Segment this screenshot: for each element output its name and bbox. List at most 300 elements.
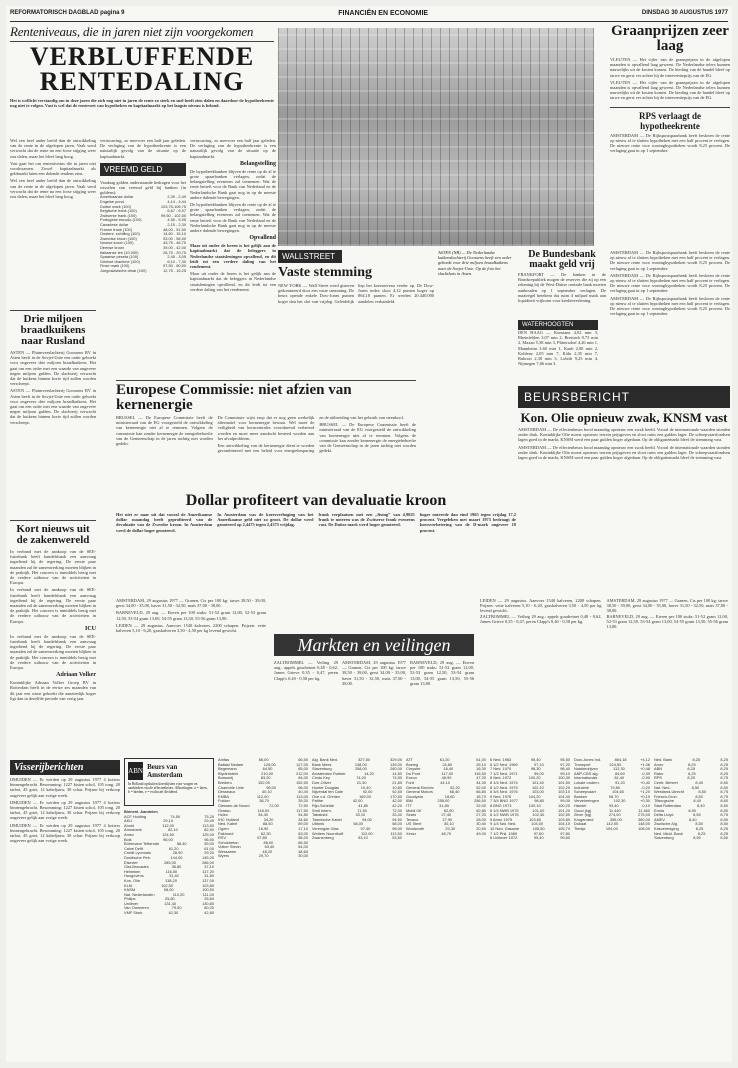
kort-nieuws-headline: Kort nieuws uit de zakenwereld — [16, 523, 90, 546]
table-cell-value: 8,25 — [695, 826, 704, 831]
table-cell-name: US Steel — [406, 822, 422, 827]
table-cell-value: 81,40 — [614, 776, 625, 781]
table-cell-value: 72,50 — [298, 803, 308, 808]
table-cell-value: 8,25 — [688, 762, 696, 767]
table-cell-value: 53,00 - 56,50 — [163, 236, 186, 241]
table-cell-value: 82,10 — [168, 828, 178, 833]
table-cell-value: 103,10 — [558, 790, 570, 795]
table-cell-value: 105,50 — [532, 826, 545, 831]
table-cell-value: 29,40 — [204, 819, 214, 824]
table-cell-name: RPS — [654, 776, 662, 781]
volker-signature: Adriaan Volker — [56, 672, 96, 679]
table-cell-value: 31,80 — [439, 803, 449, 808]
table-cell-name: 8 1/4 NWB 1975 — [490, 808, 519, 813]
table-cell-value: 112,00 — [162, 823, 174, 828]
table-cell-value: 98,00 — [163, 888, 174, 893]
table-cell-value: 101,00 — [532, 808, 545, 813]
table-cell-value: 100,20 — [558, 803, 570, 808]
kort-nieuws-text: In verband met de aankoop van de SEE-fusiebank heeft handelsbank een aanvraag ingediend bij de regering. De eerste paar maanden zal de samenwerking moeten blijken in de praktijk. Het concern is inmiddels bezig met de verdere uitbouw van de activiteiten in Europa. — [10, 549, 96, 586]
table-cell-value: 99,10 — [560, 771, 570, 776]
table-cell-name: AKU — [124, 819, 132, 824]
table-cell-value: 89,00 — [298, 822, 308, 827]
table-cell-name: Scheepvaart — [574, 790, 596, 795]
table-cell-name: Hunter Douglas — [312, 785, 340, 790]
table-cell-value: 82,90 — [204, 828, 214, 833]
table-cell-name: Ford — [406, 780, 414, 785]
table-cell-name: Hoogovens — [124, 874, 144, 879]
visserij-text-c: IJMUIDEN — Er werden op 29 augustus 1977 4 kotters binnengebracht. Besomming: 1227 kisten schol, 105 tong, 20 tarbot, 45 griet, 12 kabeljauw, 30 schar. Prijzen bij verkoop ongeveer gelijk aan vorige week. — [10, 822, 120, 844]
table-cell-name: Boeing — [406, 762, 419, 767]
table-cell-value: 111,00 — [202, 892, 214, 897]
dollar-text-1: Het niet er naar uit dat vooral de Amerikaanse dollar maandag heeft geprofiteerd van de devaluatie van de Zweedse kroon. In Amsterdam werd de dollar hoger genoteerd. — [116, 512, 213, 533]
table-cell-value: 8,50 — [691, 785, 700, 790]
table-cell-value: 74,00 — [356, 776, 366, 781]
visserij-text: IJMUIDEN — Er werden op 29 augustus 1977 4 kotters binnengebracht. Besomming: 1227 kisten schol, 105 tong, 20 tarbot, 45 griet, 12 kabeljauw, 30 schar. Prijzen bij verkoop ongeveer gelijk aan vorige week. — [10, 777, 120, 798]
table-cell-value: 116,50 — [165, 869, 178, 874]
table-cell-value: 104,10 — [558, 822, 570, 827]
graanprijzen-text: VLEUTEN — Het cijfer van de graanprijzen in de afgelopen maanden is opvallend laag geweest. De Nederlandse telers kunnen nauwelijks uit de kosten komen. De bieding van de handel bleef op tarwe en gerst ver achter bij de interventieprijs van de EG. — [610, 57, 730, 78]
table-cell-value: 36,80 — [171, 865, 182, 870]
table-cell-name: KNSM — [124, 888, 136, 893]
table-cell-value: 8,25 — [688, 771, 696, 776]
table-cell-value: 97,60 — [533, 831, 544, 836]
table-cell-name: Begemann — [218, 767, 237, 772]
table-cell-name: 7 1/2 Phil. 1969 — [490, 831, 518, 836]
dollar-text-3: frank verplaatsen met een „fixing” van 4,9025 frank te noteren was de Zwitserse frank eveneens vast. De Duitse mark werd hoger genoteerd. — [318, 512, 415, 528]
table-cell-value: 30,40 — [476, 822, 486, 827]
table-cell-value: 48,70 — [441, 831, 452, 836]
table-cell-value: 8,75 — [720, 794, 728, 799]
table-cell-name: IHC Holland — [218, 817, 239, 822]
markten-text-1c: AMSTERDAM, 29 augustus 1977 — Granen, Cts per 100 kg: tarwe 38,50 - 39,00, gerst 34,00 - 35,00, haver 31,50 - 32,50, maïs 37,00 - 38,00. — [606, 598, 728, 614]
table-cell-name: Amsterdam Rubber — [312, 771, 346, 776]
lead-headline-2: RENTEDALING — [39, 67, 245, 96]
table-cell-value: 8,25 — [720, 771, 728, 776]
markten-text-2: BARNEVELD, 29 aug. — Eieren per 100 stuks: 51-52 gram 12,00, 52-53 gram 12,50, 53-54 gram 13,00, 54-55 gram 13,50, 55-56 gram 13,80. — [116, 610, 266, 621]
table-cell-value: 8,25 — [720, 767, 728, 772]
table-cell-value: 8,50 — [688, 808, 696, 813]
table-cell-name: Tilburgsche — [654, 799, 674, 804]
beurs-column-7 — [654, 758, 728, 1060]
table-cell-name: Friesch-Gron. — [654, 794, 678, 799]
table-cell-value: 31,40 — [169, 874, 179, 879]
table-cell-name: Oostenr. schilling (100) — [100, 232, 140, 237]
table-cell-name: Wolters Noordhoff — [312, 831, 344, 836]
dollar-text-2: In Amsterdam was de koersverhoging van het Amerikaanse geld niet zo groot. De dollar werd genoteerd op 2,4475 tegen 2,4375 vrijdag. — [217, 512, 314, 528]
table-cell-value: 327,50 — [358, 758, 370, 762]
table-cell-value: 14,60 - 15,10 — [163, 232, 186, 237]
table-cell-name: Du Pont — [406, 771, 421, 776]
table-cell-name: IBM — [406, 799, 413, 804]
table-cell-value: 8,50 — [693, 836, 701, 841]
table-cell-value: 29,20 — [204, 851, 214, 856]
table-cell-value: 96,50 — [204, 837, 214, 842]
rps-text-d: AMSTERDAM — De Rijkspostspaarbank heeft besloten de rente op nieuw af te sluiten hypotheken met een half procent te verlagen. De nieuwe rente voor woninghypotheken wordt 8,25 procent. De verlaging gaat in op 1 september. — [610, 295, 730, 317]
kort-nieuws-text-c: In verband met de aankoop van de SEE-fusiebank heeft handelsbank een aanvraag ingediend bij de regering. De eerste paar maanden zal de samenwerking moeten blijken in de praktijk. Het concern is inmiddels bezig met de verdere uitbouw van de activiteiten in Europa. — [10, 633, 96, 671]
graanprijzen — [610, 24, 730, 246]
table-cell-value: 8,40 — [693, 799, 701, 804]
table-cell-name: Slavenburg — [654, 836, 674, 841]
table-cell-value: 44,10 — [440, 780, 450, 785]
table-cell-value: 329,00 — [390, 758, 402, 762]
table-cell-name: Portugese escudo (100) — [100, 218, 142, 223]
table-cell-value: 275,00 — [638, 813, 650, 818]
markten-text-4: ZALTBOMMEL — Veiling 29 aug.: appels goudreinet 0,48 - 0,62, James Grieve 0,35 - 0,47, peren Clapp's 0,40 - 0,58 per kg. — [274, 660, 338, 681]
table-cell-name: Tabaksbl. — [312, 813, 329, 818]
lead-col3-text: De hypotheekbanken blijven de rente op de al te grote spaarbanken verlagen, zodat de belangstelling eveneens zal toenemen. Wat de rente betreft voor de Bank van Nederland en de Nederlandsche Bank gaat nog in op de meeste andere dalende bewegingen. — [190, 168, 276, 200]
table-cell-value: 63,40 — [264, 845, 275, 850]
table-cell-name: Pakhoed — [218, 831, 234, 836]
table-cell-value: 75,20 — [204, 814, 214, 819]
table-cell-value: 285,00 — [164, 860, 176, 865]
table-cell-value: 58,40 — [176, 842, 187, 847]
table-cell-value: 54,80 — [298, 813, 308, 818]
table-cell-value: 6,10 - 7,30 — [167, 259, 186, 264]
table-cell-name: Alg. Bank Ned. — [312, 758, 338, 762]
europe-text-1: BRUSSEL — De Europese Commissie heeft de ministerraad van de EG voorgesteld de ontwikkeling van kernenergie niet af te remmen. Volgens de commissie kan zonder kernenergie de energiebehoefte van de Gemeenschap in de jaren tachtig niet worden gedekt. — [116, 415, 213, 447]
opvallend-text: Maar uit onder de heren is het gelijk aan de kapitaalmarkt dat de beleggers in Nederlandse staatsleningen opvallend, en dit leidt tot een verdere daling van het rendement. — [190, 243, 276, 270]
table-cell-value: 117,00 — [441, 771, 454, 776]
europe-headline: Europese Commissie: niet afzien van kernenergie — [116, 382, 352, 413]
table-cell-value: 95,40 — [530, 758, 541, 762]
table-cell-name: Nat. Ned. — [654, 785, 671, 790]
europe-text — [116, 415, 416, 453]
table-cell-value: 86,00 — [263, 840, 274, 845]
table-cell-value: 54,40 — [258, 813, 268, 818]
table-cell-name: Philips — [124, 897, 136, 902]
table-cell-value: 104,40 — [558, 794, 570, 799]
table-cell-value: 20,50 — [476, 826, 486, 831]
dollar-story — [116, 492, 516, 596]
lead-body-1: Wel een heel ander beeld dan de ontwikkeling van de rente in de afgelopen jaren. Vaak werd verwacht dat de rente na een forse stijging weer zou dalen, maar het bleef lang hoog. — [10, 138, 96, 159]
table-cell-name: Internationals — [574, 776, 598, 781]
russia-text: ASTEN — Pluimveeslachterij Goossens BV in Asten heeft in de Sovjet-Unie een order geboekt voor ongeveer drie miljoen braadkuikens. Het gaat om een order met een waarde van ongeveer negen miljoen gulden. De slachterij verwacht dat de kuikens binnen korte tijd zullen worden verscheept. — [10, 350, 96, 387]
table-cell-value: 258,00 — [354, 767, 367, 772]
table-cell-value: 20,30 — [445, 826, 456, 831]
table-cell-value: 72,00 — [392, 808, 402, 813]
table-cell-name: Bredero — [218, 780, 232, 785]
table-cell-name: Chrysler — [406, 767, 421, 772]
table-cell-value: 117,50 — [296, 808, 308, 813]
table-cell-value: 2,15 - 2,30 — [167, 222, 186, 227]
table-cell-value: +1,20 — [640, 790, 650, 795]
table-cell-value: 8,25 — [687, 776, 695, 781]
table-cell-name: ABN — [654, 767, 662, 772]
table-cell-name: Chamotte Unie — [218, 785, 244, 790]
markten-text-1: AMSTERDAM, 29 augustus 1977 — Granen, Cts per 100 kg: tarwe 38,50 - 39,00, gerst 34,00 - 35,00, haver 31,50 - 32,50, maïs 37,00 - 38,00. — [116, 598, 266, 609]
europe-text-2: De Commissie wijst erop dat er nog geen werkelijk alternatief voor kernenergie bestaat. Wel moet de veiligheid van kerncentrales voortdurend verbeterd worden en moet meer aandacht besteed worden aan het afvalprobleem. — [217, 415, 315, 441]
table-row — [490, 836, 570, 841]
table-cell-value: 99,50 - 102,50 — [160, 213, 186, 218]
table-cell-value: 96,00 — [163, 837, 173, 842]
table-cell-name: ACF Holding — [124, 814, 147, 819]
factory-photo — [278, 28, 594, 246]
table-cell-value: 131,40 — [164, 901, 177, 906]
table-cell-value: 18,60 — [444, 794, 455, 799]
table-cell-value: 28,90 — [172, 851, 183, 856]
photo-caption: ASTEN (NB) — De Nederlandse kuikenslachterij Goossens heeft een order geboekt voor drie miljoen braadkuikens naar de Sovjet-Unie. Op de foto het slachthuis in Asten. — [438, 250, 512, 276]
table-cell-value: 274,00 — [608, 813, 621, 818]
table-cell-value: 97,10 — [534, 762, 544, 767]
table-cell-value: 74,50 — [392, 776, 402, 781]
table-cell-value: 169,00 — [359, 794, 372, 799]
dollar-text-4: hoger noteerde dan eind 1965 tegen vrijdag 17,2 procent. Vergeleken met maart 1973 bedraagt de koersverbetering van de D-mark ongeveer 18 procent. — [419, 512, 516, 533]
table-cell-name: Amfas — [218, 758, 230, 762]
table-cell-value: 42,80 — [204, 911, 214, 916]
table-cell-name: Zweedse kroon (100) — [100, 236, 137, 241]
lead-body-2: Vast gaat het om renteniveaus die in jaren niet voorkwamen. Zowel kapitaalmarkt als geldmarkt laten een dalende tendens zien. — [10, 160, 96, 177]
table-row — [574, 827, 650, 832]
table-cell-name: Spaanse peseta (100) — [100, 255, 139, 260]
table-cell-value: 103,80 — [558, 817, 570, 822]
wallstreet-text: NEW YORK — Wall Street werd gisteren gedomineerd door een vaste stemming. De beurs opende enkele Dow-Jones punten hoger dan het slot van vrijdag. Geleidelijk liep het koersniveau verder op. De Dow-Jones index sloot 4,12 punten hoger op 864,18 punten. Er werden 20.440.000 aandelen verhandeld. — [278, 283, 434, 304]
table-cell-value: 98,00 — [392, 826, 402, 831]
table-cell-name: Italiaanse lire (10.000) — [100, 250, 139, 255]
table-cell-value: 30,10 — [443, 822, 454, 827]
table-cell-value: 18,70 — [476, 794, 486, 799]
table-cell-value: 38,70 — [259, 799, 269, 804]
table-cell-value: 355,00 — [609, 817, 622, 822]
table-cell-name: Delta Lloyd — [654, 813, 674, 818]
table-cell-name: 8 3/4 Ned. 1976 — [490, 790, 518, 795]
table-cell-value: 112,00 — [360, 831, 373, 836]
table-cell-name: Handel — [574, 803, 587, 808]
table-row — [100, 269, 186, 274]
table-cell-value: 66,80 — [476, 790, 486, 795]
table-cell-name: Elsevier — [124, 860, 138, 865]
table-cell-value: 57,80 — [257, 836, 267, 841]
table-cell-value: 8,40 — [697, 803, 705, 808]
table-cell-name: 8 BNG 1973 — [490, 803, 512, 808]
table-cell-name: Goodyear — [406, 794, 424, 799]
table-cell-name: Cindu Key — [312, 776, 330, 781]
table-cell-name: Rijn-Schelde — [312, 803, 335, 808]
table-cell-name: Texaco — [406, 817, 419, 822]
table-cell-name: Griekse drachme (100) — [100, 259, 140, 264]
table-cell-name: ITT — [406, 803, 412, 808]
table-cell-value: 99,60 — [560, 836, 570, 841]
masthead-left: REFORMATORISCH DAGBLAD pagina 9 — [10, 10, 125, 16]
table-cell-value: 48,60 — [298, 849, 308, 854]
beurs-column-5 — [490, 758, 570, 1060]
beursbericht-text: AMSTERDAM — De effectenbeurs bood maandag opnieuw een zwak beeld. Vooral de internationale waarden stonden onder druk. Koninklijke Olie moest opnieuw terrein prijsgeven en sloot ruim een gulden lager. De scheepvaartfondsen lagen goed in de markt, KNSM werd een paar gulden hoger afgedaan. Op de obligatiemarkt bleef de stemming vast. — [518, 427, 730, 443]
table-cell-value: +1,06 — [640, 762, 650, 767]
table-cell-value: 112,00 — [256, 794, 269, 799]
table-cell-value: 113,50 — [390, 831, 402, 836]
table-cell-name: Holec — [218, 813, 228, 818]
table-cell-name: Zwolsche Alg. — [654, 822, 679, 827]
bundesbank-text: FRANKFORT — De banken in de Bondsrepubliek mogen de reserves die zij op een rekening bij de West-Duitse centrale bank moeten aanhouden op 1 september verlagen. De maatregel betekent dat ruim 4 miljard mark aan liquiditeit vrijkomt voor kredietverlening. — [518, 272, 606, 304]
beurs-column-4 — [406, 758, 486, 1060]
table-cell-value: 101,50 — [558, 780, 570, 785]
table-cell-value: 102,10 — [531, 785, 544, 790]
beursbericht — [518, 386, 730, 556]
table-cell-value: 103,75-106,75 — [160, 204, 186, 209]
europe-text-4: BRUSSEL — De Europese Commissie heeft de ministerraad van de EG voorgesteld de ontwikkeling van kernenergie niet af te remmen. Volgens de commissie kan zonder kernenergie de energiebehoefte van de Gemeenschap in de jaren tachtig niet worden gedekt. — [319, 422, 416, 454]
table-cell-value: 53,10 — [358, 836, 368, 841]
table-cell-name: Deense kroon — [100, 245, 125, 250]
table-cell-value: 98,40 — [560, 767, 570, 772]
table-cell-value: 58,00 — [392, 822, 402, 827]
table-cell-value: 58,20 — [298, 836, 308, 841]
table-cell-value: 8,25 — [720, 826, 728, 831]
newspaper-page — [6, 6, 732, 1062]
table-cell-value: 102,20 — [558, 785, 570, 790]
table-cell-value: 8,75 — [720, 813, 728, 818]
table-cell-name: Sears — [406, 813, 417, 818]
table-cell-name: 9 1/4 Nat. Ned. — [490, 822, 517, 827]
table-cell-value: 37,10 — [204, 865, 214, 870]
table-cell-name: ATT — [406, 758, 414, 762]
table-cell-name: AMEV — [654, 817, 666, 822]
table-cell-value: 256,50 — [474, 799, 486, 804]
table-row — [124, 911, 214, 916]
table-cell-name: Ogem — [218, 826, 229, 831]
table-cell-value: -0,10 — [641, 803, 650, 808]
table-cell-value: 103,60 — [529, 817, 542, 822]
table-cell-name: Gist-Brocades — [124, 865, 149, 870]
markten-text-1b: AMSTERDAM, 29 augustus 1977 — Granen, Cts per 100 kg: tarwe 38,50 - 39,00, gerst 34,00 - 35,00, haver 31,50 - 32,50, maïs 37,00 - 38,00. — [342, 660, 406, 686]
table-cell-value: 74,50 — [170, 814, 181, 819]
table-cell-name: Smit Intern. — [312, 808, 332, 813]
table-cell-value: 110,20 — [172, 892, 185, 897]
vreemd-geld-bar: VREEMD GELD — [100, 163, 186, 176]
table-cell-value: 152,50 — [296, 780, 308, 785]
table-cell-value: 63,00 — [298, 831, 308, 836]
table-cell-value: 104,00 — [531, 822, 544, 827]
table-cell-value: 101,40 — [531, 780, 544, 785]
table-cell-value: 100,50 — [202, 888, 214, 893]
table-cell-name: Credit Lyonnais — [124, 851, 151, 856]
lead-col3-text-a: vertrouwing, zo meevoer een half jaar geleden. De verlaging van de hypotheekrente is een natuurlijk gevolg van de situatie op de kapitaalmarkt. — [190, 138, 276, 159]
table-cell-name: Amev — [124, 832, 134, 837]
table-cell-value: 24,80 — [442, 762, 453, 767]
table-cell-value: 152,00 — [258, 780, 270, 785]
lead-column-1 — [10, 138, 96, 308]
markten-left — [116, 598, 266, 754]
table-cell-value: 91,20 — [615, 780, 625, 785]
markten-text-2b: BARNEVELD, 29 aug. — Eieren per 100 stuks: 51-52 gram 12,00, 52-53 gram 12,50, 53-54 gram 13,00, 54-55 gram 13,50, 55-56 gram 13,80. — [410, 660, 474, 686]
table-cell-name: 7 3/4 BNG 1977 — [490, 799, 518, 804]
table-cell-name: Zilver (kg) — [574, 813, 592, 818]
table-cell-name: Zwitserse frank (100) — [100, 213, 137, 218]
beurs-subtitle: In Holland opsluiten koerslijsten voor vragen en aanbieders via de effectenbeurs. Afkortingen: a = laten, b = bieden, e = exclusief dividend. — [128, 782, 208, 794]
table-cell-name: Verenigde Glas — [312, 826, 339, 831]
lead-column-3 — [190, 138, 276, 373]
rps-text-c: AMSTERDAM — De Rijkspostspaarbank heeft besloten de rente op nieuw af te sluiten hypotheken met een half procent te verlagen. De nieuwe rente voor woninghypotheken wordt 8,25 procent. De verlaging gaat in op 1 september. — [610, 272, 730, 294]
table-cell-value: 64,00 — [298, 845, 308, 850]
waterhoogten-text: DEN HAAG — Konstanz 4,02 min 3, Rheinfelden 3,07 min 2, Breisach 0,73 min 2, Maxau 5,38 min 3, Plittersdorf 4,26 min 1, Mannheim 3,60 min 1, Kaub 2,00 min 2, Koblenz 2,05 min 7, Köln 2,35 min 7, Ruhrort 2,38 min 3, Lobith 9,25 min 4, Nijmegen 7,66 min 3. — [518, 330, 598, 367]
table-cell-name: Verzekeringen — [574, 799, 599, 804]
table-cell-value: 57,50 - 60,50 — [163, 264, 186, 269]
table-cell-name: 7 1/2 Ned. 1971 — [490, 771, 518, 776]
kort-signature: ICU — [84, 625, 96, 632]
table-cell-value: 29,10 — [163, 819, 173, 824]
table-cell-value: 59,00 — [204, 842, 214, 847]
table-cell-name: Bührmann Tetterode — [124, 842, 160, 847]
table-row — [654, 836, 728, 841]
table-cell-name: Nijverdal ten Cate — [312, 790, 343, 795]
table-cell-value: 224,50 — [609, 762, 622, 767]
table-cell-name: Kasvereniging — [654, 826, 679, 831]
table-cell-value: 28,00 — [476, 817, 486, 822]
beurs-column-6 — [574, 758, 650, 1060]
table-cell-value: 11.440 — [609, 808, 621, 813]
table-cell-name: Amro — [654, 762, 664, 767]
table-cell-value: 43,75 - 46,75 — [163, 241, 186, 246]
table-cell-name: Desseaux — [218, 790, 236, 795]
table-cell-value: 8,25 — [720, 762, 728, 767]
table-cell-value: 48,20 — [262, 849, 273, 854]
table-cell-name: Bank Mees — [312, 762, 332, 767]
table-cell-name: Banken — [574, 794, 588, 799]
table-cell-name: Tientje — [574, 826, 586, 831]
table-cell-value: 104,60 — [612, 790, 624, 795]
table-cell-value: 94,00 — [362, 817, 372, 822]
table-cell-value: 17,10 — [298, 826, 308, 831]
table-cell-value: 145,20 — [202, 855, 214, 860]
table-cell-value: +0,48 — [640, 767, 650, 772]
table-cell-name: Industrie — [574, 785, 589, 790]
table-cell-value: 49,00 — [476, 831, 486, 836]
table-cell-value: 95,50 — [560, 758, 570, 762]
markten-text-3b: LEIDEN — 29 augustus. Aanvoer 1540 kalveren, 2200 schapen. Prijzen: vette kalveren 5,10 - 6,20, graskalveren 3,50 - 4,50 per kg levend gewicht. — [480, 598, 602, 614]
table-cell-value: 103,00 — [531, 790, 544, 795]
table-cell-value: 62,30 — [260, 831, 271, 836]
table-cell-name: Oce v.d. Grinten — [312, 794, 341, 799]
lead-col2-text: vertrouwing, zo meevoer een half jaar geleden. De verlaging van de hypotheekrente is een natuurlijk gevolg van de situatie op de kapitaalmarkt. — [100, 138, 186, 159]
beursbericht-headline: Kon. Olie opnieuw zwak, KNSM vast — [520, 410, 728, 425]
table-cell-name: Ned. Kabel — [218, 822, 238, 827]
lead-header — [10, 24, 274, 136]
beurs-table-1 — [124, 815, 214, 916]
table-cell-name: Ubbink — [312, 822, 325, 827]
graanprijzen-text-b: VLEUTEN — Het cijfer van de graanprijzen in de afgelopen maanden is opvallend laag geweest. De Nederlandse telers kunnen nauwelijks uit de kosten komen. De bieding van de handel bleef op tarwe en gerst ver achter bij de interventieprijs van de EG. — [610, 79, 730, 101]
table-cell-value: 97,20 — [560, 762, 570, 767]
table-cell-value: 127,00 — [296, 762, 308, 767]
europe-text-3: Een ontwikkeling van de kernenergie dient te worden gecombineerd met een beleid voor energiebesparing en de uitbreiding van het gebruik van steenkool. — [217, 415, 404, 454]
table-cell-value: 48,00 - 51,50 — [163, 227, 186, 232]
table-cell-value: 66,00 — [258, 758, 269, 762]
table-cell-value: -0,20 — [641, 785, 650, 790]
table-cell-value: 104,20 — [528, 794, 541, 799]
russia-headline: Drie miljoen braadkuikens naar Rusland — [20, 313, 86, 347]
table-cell-value: 40,40 — [298, 790, 308, 795]
table-cell-value: 14,20 — [364, 771, 374, 776]
lead-kicker: Renteniveaus, die in jaren niet zijn voorgekomen — [10, 24, 254, 39]
table-cell-value: 8,40 — [688, 817, 697, 822]
table-cell-value: 8,50 — [720, 780, 728, 785]
table-cell-value: 32,00 — [476, 803, 486, 808]
table-row — [406, 832, 486, 837]
table-cell-value: 255,00 — [437, 799, 450, 804]
table-cell-value: 102,50 — [161, 883, 173, 888]
table-cell-value: 8,25 — [720, 831, 728, 836]
visserij-bar: Visserijberichten — [10, 760, 120, 775]
table-cell-name: ANP-CBS alg. — [574, 771, 599, 776]
markten-center — [274, 660, 474, 756]
table-cell-name: Twentsche Kabel — [312, 817, 342, 822]
rps-text: AMSTERDAM — De Rijkspostspaarbank heeft besloten de rente op nieuw af te sluiten hypotheken met een half procent te verlagen. De nieuwe rente voor woninghypotheken wordt 8,25 procent. De verlaging gaat in op 1 september. — [610, 132, 730, 154]
beurs-column-2 — [218, 758, 308, 1060]
table-cell-name: 8 1/4 Ned. 1974 — [490, 780, 518, 785]
table-cell-name: Engelse pond — [100, 200, 124, 205]
table-cell-value: 2,39 - 2,49 — [167, 195, 186, 200]
rps-text-b: AMSTERDAM — De Rijkspostspaarbank heeft besloten de rente op nieuw af te sluiten hypotheken met een half procent te verlagen. De nieuwe rente voor woninghypotheken wordt 8,25 procent. De verlaging gaat in op 1 september. — [610, 250, 730, 271]
table-cell-value: 6,67 - 6,97 — [167, 209, 186, 214]
table-cell-name: Kon. Olie — [124, 878, 141, 883]
visserij-text-b: IJMUIDEN — Er werden op 29 augustus 1977 4 kotters binnengebracht. Besomming: 1227 kisten schol, 105 tong, 20 tarbot, 45 griet, 12 kabeljauw, 30 schar. Prijzen bij verkoop ongeveer gelijk aan vorige week. — [10, 799, 120, 821]
